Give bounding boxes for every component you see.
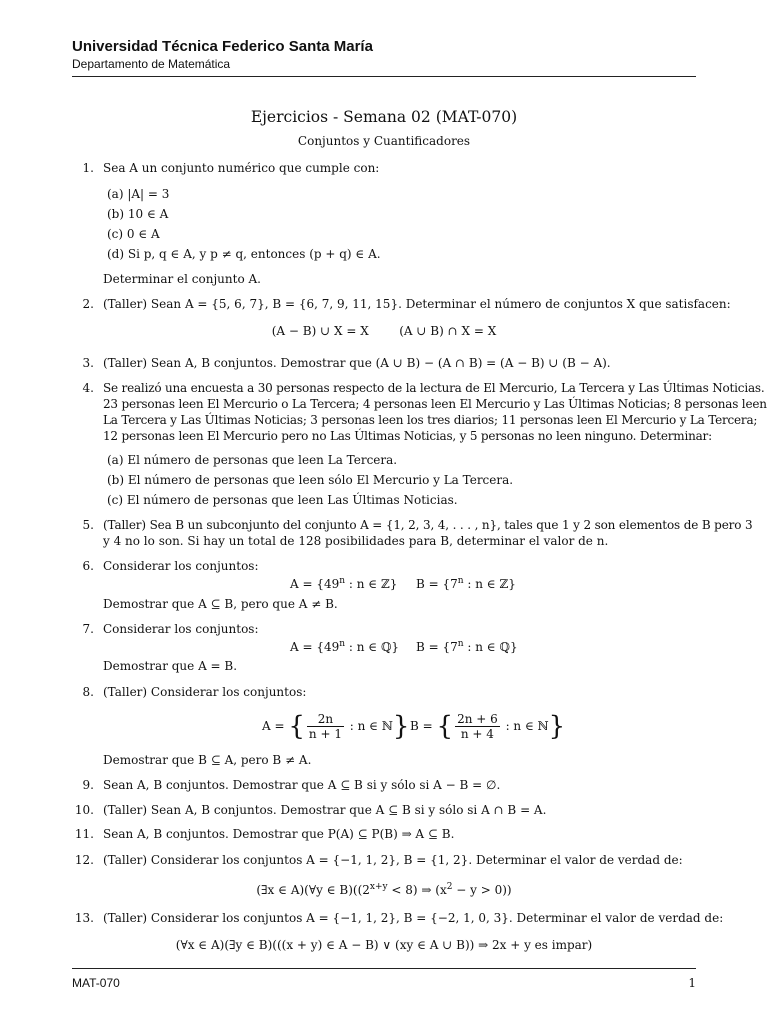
problem-number: 13. <box>74 911 94 925</box>
problem-item: (a) El número de personas que leen La Tercera. <box>107 453 398 467</box>
formula-text: − y > 0)) <box>452 883 512 897</box>
problem-text: Sean A, B conjuntos. Demostrar que P(A) ⊆ P(B) ⇒ A ⊆ B. <box>103 827 455 841</box>
superscript: n <box>457 639 464 649</box>
problem-item: (a) |A| = 3 <box>107 187 170 201</box>
problem-text: (Taller) Sean A, B conjuntos. Demostrar que (A ∪ B) − (A ∩ B) = (A − B) ∪ (B − A). <box>103 356 611 370</box>
header <box>72 38 373 71</box>
problem-formula: (∀x ∈ A)(∃y ∈ B)(((x + y) ∈ A − B) ∨ (xy ∈ A ∪ B)) ⇒ 2x + y es impar) <box>175 938 593 952</box>
problem-closing: Demostrar que A ⊆ B, pero que A ≠ B. <box>103 597 338 611</box>
page-title: Ejercicios - Semana 02 (MAT-070) <box>250 108 518 126</box>
page-subtitle: Conjuntos y Cuantificadores <box>297 134 471 148</box>
superscript: 2 <box>446 882 453 892</box>
problem-line: Se realizó una encuesta a 30 personas respecto de la lectura de El Mercurio, La Tercera y Las Últimas Noticias. <box>103 381 765 395</box>
problem-closing: Determinar el conjunto A. <box>103 272 261 286</box>
set-text: A = {49 <box>290 577 340 591</box>
denominator: n + 1 <box>308 727 342 741</box>
problem-number: 5. <box>82 518 94 532</box>
problem-text: (Taller) Sean A, B conjuntos. Demostrar que A ⊆ B si y sólo si A ∩ B = A. <box>103 803 547 817</box>
set-b-definition <box>416 636 518 655</box>
problem-item: (b) El número de personas que leen sólo El Mercurio y La Tercera. <box>107 473 514 487</box>
page-number: 1 <box>688 976 696 990</box>
problem-text: (Taller) Considerar los conjuntos A = {−1, 1, 2}, B = {−2, 1, 0, 3}. Determinar el valor de verdad de: <box>103 911 724 925</box>
university-name: Universidad Técnica Federico Santa María <box>72 38 373 55</box>
problem-number: 2. <box>82 297 94 311</box>
set-text: : n ∈ ℚ} <box>463 640 518 654</box>
problem-item: (b) 10 ∈ A <box>107 207 169 221</box>
problem-number: 7. <box>82 622 94 636</box>
set-condition: : n ∈ ℕ <box>501 719 549 733</box>
set-a-definition <box>262 706 409 746</box>
set-text: : n ∈ ℤ} <box>463 577 516 591</box>
problem-number: 10. <box>74 803 94 817</box>
problem-line: y 4 no lo son. Si hay un total de 128 posibilidades para B, determinar el valor de n. <box>103 534 609 548</box>
set-label: B = <box>410 719 433 733</box>
set-text: B = {7 <box>416 577 458 591</box>
problem-line: 23 personas leen El Mercurio o La Tercera; 4 personas leen El Mercurio y Las Últimas Noticias; 8 personas leen <box>103 397 767 411</box>
problem-formula: (A − B) ∪ X = X (A ∪ B) ∩ X = X <box>271 324 497 338</box>
fraction <box>455 712 500 741</box>
problem-number: 4. <box>82 381 94 395</box>
problem-number: 8. <box>82 685 94 699</box>
problem-text: (Taller) Sean A = {5, 6, 7}, B = {6, 7, 9, 11, 15}. Determinar el número de conjuntos X que satisfacen: <box>103 297 731 311</box>
formula-text: (∃x ∈ A)(∀y ∈ B)((2 <box>256 883 370 897</box>
problem-number: 6. <box>82 559 94 573</box>
problem-item: (c) 0 ∈ A <box>107 227 160 241</box>
right-brace: } <box>392 711 410 742</box>
right-brace: } <box>548 711 566 742</box>
superscript: n <box>457 576 464 586</box>
problem-line: La Tercera y Las Últimas Noticias; 3 personas leen los tres diarios; 11 personas leen El Mercurio y La Tercera; <box>103 413 758 427</box>
numerator: 2n <box>307 712 344 727</box>
problem-number: 9. <box>82 778 94 792</box>
set-text: A = {49 <box>290 640 340 654</box>
problem-number: 1. <box>82 161 94 175</box>
problem-item: (c) El número de personas que leen Las Últimas Noticias. <box>107 493 458 507</box>
problem-formula <box>72 879 696 898</box>
footer-rule <box>72 968 696 969</box>
problem-number: 11. <box>74 827 94 841</box>
superscript: x+y <box>369 882 388 892</box>
left-brace: { <box>288 711 305 742</box>
set-text: B = {7 <box>416 640 458 654</box>
denominator: n + 4 <box>460 727 494 741</box>
set-text: : n ∈ ℤ} <box>345 577 398 591</box>
problem-text: (Taller) Considerar los conjuntos: <box>103 685 307 699</box>
fraction <box>307 712 344 741</box>
footer-course-code: MAT-070 <box>72 976 120 990</box>
set-b-definition <box>410 706 565 746</box>
problem-number: 3. <box>82 356 94 370</box>
problem-text: Sean A, B conjuntos. Demostrar que A ⊆ B si y sólo si A − B = ∅. <box>103 778 501 792</box>
problem-line: 12 personas leen El Mercurio pero no Las Últimas Noticias, y 5 personas no leen ninguno. Determinar: <box>103 429 712 443</box>
set-a-definition <box>290 573 397 592</box>
formula-text: < 8) ⇒ (x <box>387 883 447 897</box>
set-a-definition <box>290 636 399 655</box>
problem-text: Considerar los conjuntos: <box>103 559 259 573</box>
problem-item: (d) Si p, q ∈ A, y p ≠ q, entonces (p + q) ∈ A. <box>107 247 381 261</box>
header-rule <box>72 76 696 77</box>
set-label: A = <box>262 719 285 733</box>
problem-text: (Taller) Considerar los conjuntos A = {−1, 1, 2}, B = {1, 2}. Determinar el valor de verdad de: <box>103 853 683 867</box>
set-condition: : n ∈ ℕ <box>345 719 393 733</box>
problem-text: Considerar los conjuntos: <box>103 622 259 636</box>
superscript: n <box>339 639 346 649</box>
set-text: : n ∈ ℚ} <box>345 640 400 654</box>
problem-line: (Taller) Sea B un subconjunto del conjunto A = {1, 2, 3, 4, . . . , n}, tales que 1 y 2 son elementos de B pero 3 <box>103 518 753 532</box>
numerator: 2n + 6 <box>457 712 498 726</box>
problem-closing: Demostrar que A = B. <box>103 659 238 673</box>
problem-closing: Demostrar que B ⊆ A, pero B ≠ A. <box>103 753 312 767</box>
problem-text: Sea A un conjunto numérico que cumple con: <box>103 161 380 175</box>
left-brace: { <box>436 711 454 742</box>
set-b-definition <box>416 573 516 592</box>
department-name: Departamento de Matemática <box>72 57 231 71</box>
superscript: n <box>339 576 346 586</box>
problem-number: 12. <box>74 853 94 867</box>
